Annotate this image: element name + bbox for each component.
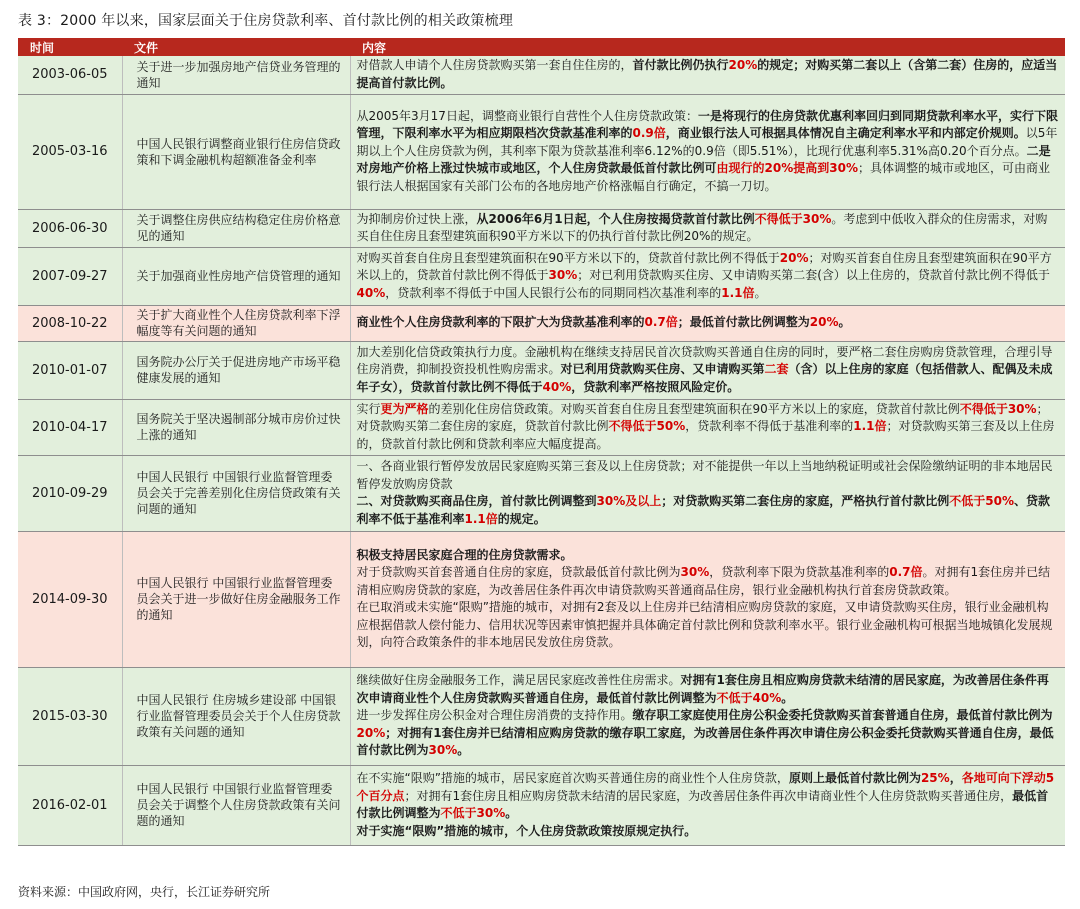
content-segment: 实行 bbox=[356, 401, 381, 416]
content-segment: 。 bbox=[457, 743, 470, 758]
row-content bbox=[350, 56, 1065, 94]
row-content bbox=[350, 209, 1065, 247]
content-segment: 积极支持居民家庭合理的住房贷款需求。 bbox=[356, 547, 573, 562]
content-segment: 。 bbox=[781, 690, 794, 705]
content-segment: 不低于40% bbox=[716, 690, 782, 705]
row-document: 中国人民银行 住房城乡建设部 中国银行业监督管理委员会关于个人住房贷款政策有关问题的通知 bbox=[122, 667, 350, 765]
content-segment: ，贷款利率下限为贷款基准利率的 bbox=[709, 565, 890, 579]
row-document: 关于扩大商业性个人住房贷款利率下浮幅度等有关问题的通知 bbox=[122, 305, 350, 341]
row-date: 2010-09-29 bbox=[18, 455, 122, 531]
row-document: 关于调整住房供应结构稳定住房价格意见的通知 bbox=[122, 209, 350, 247]
content-segment: 20% bbox=[356, 725, 386, 740]
content-segment: 1.1倍 bbox=[721, 285, 755, 300]
content-segment: 。 bbox=[505, 806, 518, 820]
row-date: 2006-06-30 bbox=[18, 209, 122, 247]
content-segment: 商业性个人住房贷款利率的下限扩大为贷款基准利率的 bbox=[356, 315, 645, 330]
table-row bbox=[18, 455, 1065, 531]
table-row bbox=[18, 399, 1065, 455]
content-segment: 的规定；对购买第二套以上（含第二套）住房的，应适当提高首付款比例。 bbox=[356, 58, 1058, 90]
content-segment: 最低首付款比例调整为 bbox=[356, 788, 1049, 820]
content-segment: 25% bbox=[920, 771, 950, 785]
table-row bbox=[18, 667, 1065, 765]
content-segment: 进一步发挥住房公积金对合理住房消费的支持作用。 bbox=[356, 708, 633, 723]
content-segment: 以5年期以上个人住房贷款为例，其利率下限为贷款基准利率6.12%的0.9倍（即5.51%），比现行优惠利率5.31%高0.20个百分点。 bbox=[356, 126, 1058, 158]
content-segment: 30%及以上 bbox=[596, 494, 662, 508]
content-segment: 0.7倍 bbox=[644, 315, 678, 330]
content-segment: ，商业银行法人可根据具体情况自主确定利率水平和内部定价规则。 bbox=[665, 126, 1026, 141]
content-segment: 一是将现行的住房贷款优惠利率回归到同期贷款利率水平，实行下限管理，下限利率水平为相应期限档次贷款基准利率的 bbox=[356, 108, 1058, 141]
content-segment: 40% bbox=[542, 379, 572, 394]
table-row bbox=[18, 765, 1065, 845]
header-content: 内容 bbox=[350, 38, 1065, 56]
content-segment: 原则上最低首付款比例为 bbox=[788, 771, 921, 785]
content-segment: 20% bbox=[779, 250, 809, 265]
content-segment: 的规定。 bbox=[497, 511, 546, 526]
row-date: 2016-02-01 bbox=[18, 765, 122, 845]
content-segment: 一、各商业银行暂停发放居民家庭购买第三套及以上住房贷款；对不能提供一年以上当地纳税证明或社会保险缴纳证明的非本地居民暂停发放购房贷款 bbox=[356, 459, 1053, 491]
row-content bbox=[350, 531, 1065, 667]
content-segment: ；最低首付款比例调整为 bbox=[677, 315, 810, 330]
content-segment: ，贷款利率不得低于中国人民银行公布的同期同档次基准利率的 bbox=[385, 285, 722, 300]
row-document: 国务院关于坚决遏制部分城市房价过快上涨的通知 bbox=[122, 399, 350, 455]
row-content bbox=[350, 305, 1065, 341]
content-segment: ；对贷款购买第二套住房的家庭，严格执行首付款比例 bbox=[661, 494, 950, 508]
content-segment: 20% bbox=[728, 58, 758, 73]
content-segment: 为抑制房价过快上涨， bbox=[356, 211, 477, 226]
row-date: 2014-09-30 bbox=[18, 531, 122, 667]
policy-table bbox=[18, 38, 1065, 846]
table-row bbox=[18, 56, 1065, 94]
content-segment: 不得低于30% bbox=[959, 401, 1037, 416]
header-document: 文件 bbox=[122, 38, 350, 56]
source-note: 资料来源：中国政府网，央行，长江证券研究所 bbox=[18, 885, 271, 899]
row-content bbox=[350, 341, 1065, 399]
content-segment: 缴存职工家庭使用住房公积金委托贷款购买首套普通自住房，最低首付款比例为 bbox=[632, 708, 1053, 723]
content-segment: 。 bbox=[754, 285, 767, 300]
table-row bbox=[18, 531, 1065, 667]
content-segment: ；具体调整的城市或地区，可由商业银行法人根据国家有关部门公布的各地房地产价格涨幅自行确定，不搞一刀切。 bbox=[356, 161, 1050, 193]
content-segment: 对拥有1套住房且相应购房贷款未结清的居民家庭，为改善居住条件再次申请商业性个人住房贷款购买普通自住房，最低首付款比例调整为 bbox=[356, 673, 1049, 705]
content-segment: 。考虑到中低收入群众的住房需求，对购买自住住房且套型建筑面积90平方米以下的仍执行首付款比例20%的规定。 bbox=[356, 211, 1048, 243]
row-content bbox=[350, 94, 1065, 209]
content-segment: 对购买首套自住房且套型建筑面积在90平方米以下的，贷款首付款比例不得低于 bbox=[356, 250, 780, 265]
row-document: 关于进一步加强房地产信贷业务管理的通知 bbox=[122, 56, 350, 94]
row-document: 中国人民银行 中国银行业监督管理委员会关于进一步做好住房金融服务工作的通知 bbox=[122, 531, 350, 667]
row-document: 国务院办公厅关于促进房地产市场平稳健康发展的通知 bbox=[122, 341, 350, 399]
content-segment: 的差别化住房信贷政策。对购买首套自住房且套型建筑面积在90平方米以上的家庭，贷款首付款比例 bbox=[428, 401, 960, 416]
table-row bbox=[18, 209, 1065, 247]
row-date: 2007-09-27 bbox=[18, 247, 122, 305]
content-segment: 。对拥有1套住房并已结清相应购房贷款的家庭，为改善居住条件再次申请贷款购买普通商品住房，银行业金融机构执行首套房贷款政策。 bbox=[356, 565, 1051, 597]
content-segment: 20% bbox=[809, 315, 839, 330]
table-row bbox=[18, 247, 1065, 305]
content-segment: 30% bbox=[680, 565, 710, 579]
row-content bbox=[350, 667, 1065, 765]
content-segment: 30% bbox=[428, 743, 458, 758]
row-content bbox=[350, 399, 1065, 455]
content-segment: （含）以上住房的家庭（包括借款人、配偶及未成年子女），贷款首付款比例不得低于 bbox=[356, 362, 1053, 394]
row-document: 关于加强商业性房地产信贷管理的通知 bbox=[122, 247, 350, 305]
table-title: 表 3：2000 年以来，国家层面关于住房贷款利率、首付款比例的相关政策梳理 bbox=[18, 13, 514, 29]
content-segment: ， bbox=[949, 771, 962, 785]
content-segment: 0.7倍 bbox=[889, 565, 923, 579]
content-segment: ；对购买首套自住房且套型建筑面积在90平方米以上的，贷款首付款比例不得低于 bbox=[356, 250, 1052, 283]
content-segment: 首付款比例仍执行 bbox=[632, 58, 729, 73]
row-date: 2008-10-22 bbox=[18, 305, 122, 341]
content-segment: 从2006年6月1日起，个人住房按揭贷款首付款比例 bbox=[476, 211, 755, 226]
content-segment: 二是对房地产价格上涨过快城市或地区，个人住房贷款最低首付款比例可 bbox=[356, 143, 1051, 176]
content-segment: 0.9倍 bbox=[632, 126, 666, 141]
content-segment: 继续做好住房金融服务工作，满足居民家庭改善性住房需求。 bbox=[356, 673, 681, 688]
row-date: 2010-04-17 bbox=[18, 399, 122, 455]
row-document: 中国人民银行 中国银行业监督管理委员会关于调整个人住房贷款政策有关问题的通知 bbox=[122, 765, 350, 845]
table-row bbox=[18, 94, 1065, 209]
row-date: 2005-03-16 bbox=[18, 94, 122, 209]
content-segment: 1.1倍 bbox=[464, 511, 498, 526]
content-segment: 对借款人申请个人住房贷款购买第一套自住住房的， bbox=[356, 58, 633, 73]
content-segment: 对于实施“限购”措施的城市，个人住房贷款政策按原规定执行。 bbox=[356, 823, 697, 838]
content-segment: ；对贷款购买第二套住房的家庭，贷款首付款比例 bbox=[356, 401, 1049, 434]
row-document: 中国人民银行 中国银行业监督管理委员会关于完善差别化住房信贷政策有关问题的通知 bbox=[122, 455, 350, 531]
content-segment: 不得低于30% bbox=[754, 211, 832, 226]
table-row bbox=[18, 305, 1065, 341]
content-segment: ；对拥有1套住房并已结清相应购房贷款的缴存职工家庭，为改善居住条件再次申请住房公积金委托贷款购买普通自住房，最低首付款比例为 bbox=[356, 725, 1054, 758]
row-content bbox=[350, 765, 1065, 845]
content-segment: 加大差别化信贷政策执行力度。金融机构在继续支持居民首次贷款购买普通自住房的同时，要严格二套住房购房贷款管理，合理引导住房消费，抑制投资投机性购房需求。 bbox=[356, 344, 1053, 377]
content-segment: 在已取消或未实施“限购”措施的城市，对拥有2套及以上住房并已结清相应购房贷款的家庭，又申请贷款购买住房，银行业金融机构应根据借款人偿付能力、信用状况等因素审慎把握并具体确定首付款比例和贷款利率水平。银行业金融机构可根据当地城镇化发展规划，向符合政策条件的非本地居民发放住房贷款。 bbox=[356, 600, 1053, 649]
content-segment: ；对拥有1套住房且相应购房贷款未结清的居民家庭，为改善居住条件再次申请商业性个人住房贷款购买普通住房， bbox=[404, 788, 1013, 803]
content-segment: ；对已利用贷款购买住房、又申请购买第二套(含）以上住房的，贷款首付款比例不得低于 bbox=[577, 268, 1050, 283]
content-segment: 。 bbox=[838, 315, 851, 330]
content-segment: 对已利用贷款购买住房、又申请购买第 bbox=[560, 362, 765, 377]
content-segment: ，贷款利率严格按照风险定价。 bbox=[571, 379, 740, 394]
content-segment: 30% bbox=[548, 268, 578, 283]
content-segment: 对于贷款购买首套普通自住房的家庭，贷款最低首付款比例为 bbox=[356, 565, 681, 579]
row-content bbox=[350, 455, 1065, 531]
content-segment: 1.1倍 bbox=[853, 419, 887, 434]
table-header-row bbox=[18, 38, 1065, 56]
row-date: 2015-03-30 bbox=[18, 667, 122, 765]
content-segment: 、贷款利率不低于基准利率 bbox=[356, 494, 1051, 526]
content-segment: 二、对贷款购买商品住房，首付款比例调整到 bbox=[356, 494, 597, 508]
content-segment: 更为严格 bbox=[380, 401, 429, 416]
content-segment: 由现行的20%提高到30% bbox=[716, 161, 858, 176]
content-segment: 在不实施“限购”措施的城市，居民家庭首次购买普通住房的商业性个人住房贷款， bbox=[356, 771, 789, 785]
content-segment: 二套 bbox=[764, 362, 789, 377]
content-segment: 各地可向下浮动5个百分点 bbox=[356, 771, 1055, 803]
content-segment: ；对贷款购买第三套及以上住房的，贷款首付款比例和贷款利率应大幅度提高。 bbox=[356, 419, 1055, 451]
content-segment: 不得低于50% bbox=[608, 419, 686, 434]
content-segment: 不低于50% bbox=[949, 494, 1014, 508]
row-date: 2003-06-05 bbox=[18, 56, 122, 94]
content-segment: 从2005年3月17日起，调整商业银行自营性个人住房贷款政策： bbox=[356, 108, 698, 123]
content-segment: 不低于30% bbox=[440, 806, 506, 820]
row-document: 中国人民银行调整商业银行住房信贷政策和下调金融机构超额准备金利率 bbox=[122, 94, 350, 209]
row-date: 2010-01-07 bbox=[18, 341, 122, 399]
table-row bbox=[18, 341, 1065, 399]
content-segment: 40% bbox=[356, 285, 386, 300]
header-date: 时间 bbox=[18, 38, 122, 56]
row-content bbox=[350, 247, 1065, 305]
content-segment: ，贷款利率不得低于基准利率的 bbox=[685, 419, 854, 434]
table-body bbox=[18, 56, 1065, 845]
